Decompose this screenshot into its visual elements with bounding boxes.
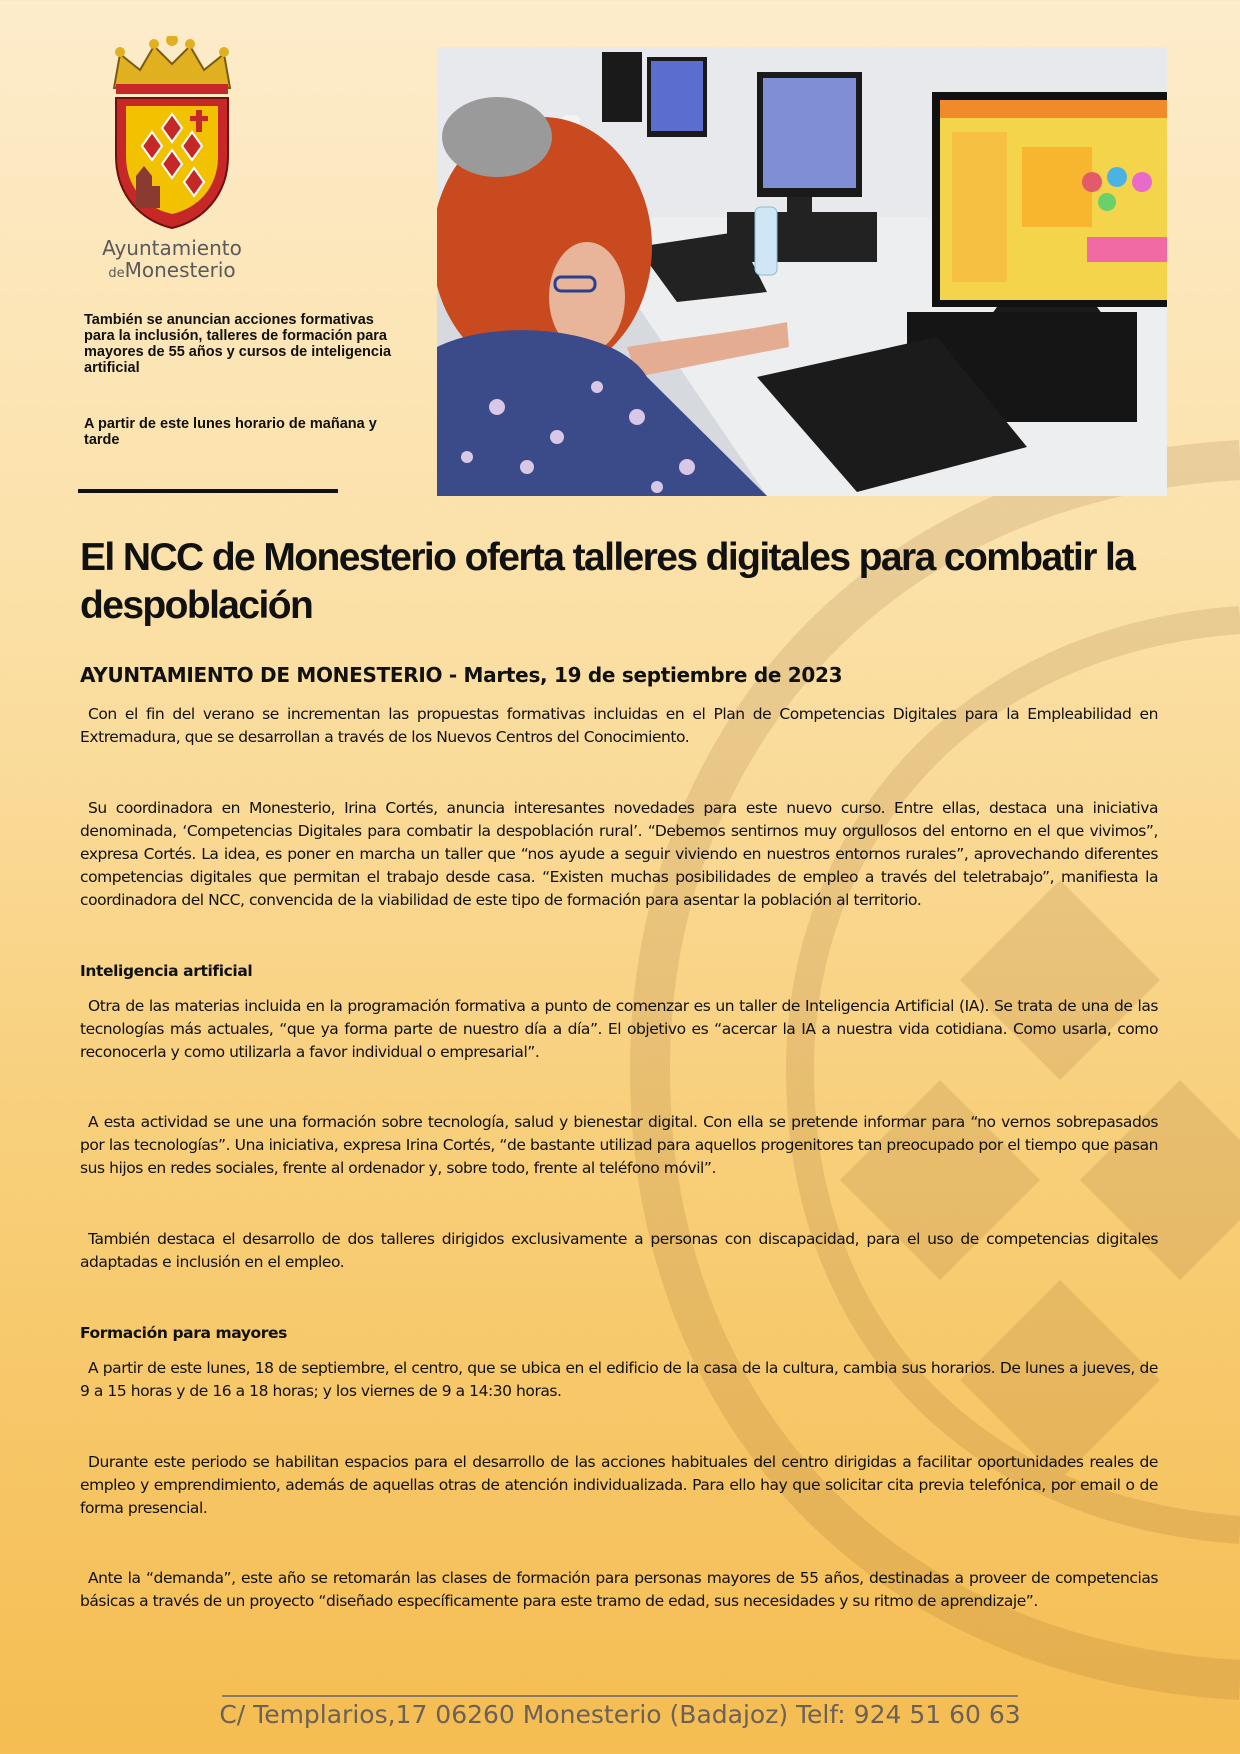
teaser-schedule: A partir de este lunes horario de mañana y tarde <box>84 416 377 448</box>
logo-line-2: Monesterio <box>124 258 236 282</box>
subheading-ai: Inteligencia artificial <box>80 962 253 980</box>
article-paragraph <box>80 797 1158 912</box>
paragraph-text: Con el fin del verano se incrementan las propuestas formativas incluidas en el Plan de Competencias Digitales para la Empleabilidad en Extremadura, que se desarrollan a través de los Nuevos Centros del Conocimiento. <box>80 705 1158 746</box>
article-paragraph <box>80 1451 1158 1520</box>
divider-rule <box>78 489 338 493</box>
paragraph-text: Durante este periodo se habilitan espacios para el desarrollo de las acciones habituales del centro dirigidas a facilitar oportunidades reales de empleo y emprendimiento, además de aquellas otras de atención individualizada. Para ello hay que solicitar cita previa telefónica, por email o de forma presencial. <box>80 1453 1158 1517</box>
paragraph-text: También destaca el desarrollo de dos talleres dirigidos exclusivamente a personas con discapacidad, para el uso de competencias digitales adaptadas e inclusión en el empleo. <box>80 1230 1158 1271</box>
subheading-seniors: Formación para mayores <box>80 1324 287 1342</box>
article-byline: AYUNTAMIENTO DE MONESTERIO - Martes, 19 de septiembre de 2023 <box>80 663 843 687</box>
coat-of-arms-icon <box>102 36 242 231</box>
article-headline: El NCC de Monesterio oferta talleres digitales para combatir la despoblación <box>80 536 1135 627</box>
logo-line-1: Ayuntamiento <box>102 236 242 260</box>
workshop-photo <box>437 47 1167 496</box>
article-paragraph <box>80 1111 1158 1180</box>
article-paragraph <box>80 1567 1158 1613</box>
paragraph-text: Su coordinadora en Monesterio, Irina Cortés, anuncia interesantes novedades para este nuevo curso. Entre ellas, destaca una iniciativa denominada, ‘Competencias Digitales para combatir la despoblación rural’. “Debemos sentirnos muy orgullosos del entorno en el que vivimos”, expresa Cortés. La idea, es poner en marcha un taller que “nos ayude a seguir viviendo en nuestros entornos rurales”, aprovechando diferentes competencias digitales que permitan el trabajo desde casa. “Existen muchas posibilidades de empleo a través del teletrabajo”, manifiesta la coordinadora del NCC, convencida de la viabilidad de este tipo de formación para asentar la población al territorio. <box>80 799 1158 909</box>
logo-line-2-small: de <box>108 266 125 281</box>
paragraph-text: A partir de este lunes, 18 de septiembre, el centro, que se ubica en el edificio de la casa de la cultura, cambia sus horarios. De lunes a jueves, de 9 a 15 horas y de 16 a 18 horas; y los viernes de 9 a 14:30 horas. <box>80 1359 1158 1400</box>
paragraph-text: Ante la “demanda”, este año se retomarán las clases de formación para personas mayores de 55 años, destinadas a proveer de competencias básicas a través de un proyecto “diseñado específicamente para este tramo de edad, sus necesidades y su ritmo de aprendizaje”. <box>80 1569 1158 1610</box>
municipal-logo <box>92 36 252 286</box>
article-paragraph <box>80 703 1158 749</box>
paragraph-text: Otra de las materias incluida en la programación formativa a punto de comenzar es un taller de Inteligencia Artificial (IA). Se trata de una de las tecnologías más actuales, “que ya forma parte de nuestro día a día”. El objetivo es “acercar la IA a nuestra vida cotidiana. Como usarla, como reconocerla y como utilizarla a favor individual o empresarial”. <box>80 997 1158 1061</box>
footer-address: C/ Templarios,17 06260 Monesterio (Badajoz) Telf: 924 51 60 63 <box>219 1700 1021 1729</box>
logo-wordmark <box>92 237 252 285</box>
article-paragraph <box>80 1228 1158 1274</box>
footer-divider <box>222 1695 1018 1697</box>
computer-classroom-illustration <box>437 47 1167 496</box>
teaser-summary: También se anuncian acciones formativas para la inclusión, talleres de formación para mayores de 55 años y cursos de inteligencia artificial <box>84 312 392 376</box>
paragraph-text: A esta actividad se une una formación sobre tecnología, salud y bienestar digital. Con ella se pretende informar para “no vernos sobrepasados por las tecnologías”. Una iniciativa, expresa Irina Cortés, “de bastante utilizad para aquellos progenitores tan preocupado por el tiempo que pasan sus hijos en redes sociales, frente al ordenador y, sobre todo, frente al teléfono móvil”. <box>80 1113 1158 1177</box>
article-paragraph <box>80 995 1158 1064</box>
article-paragraph <box>80 1357 1158 1403</box>
